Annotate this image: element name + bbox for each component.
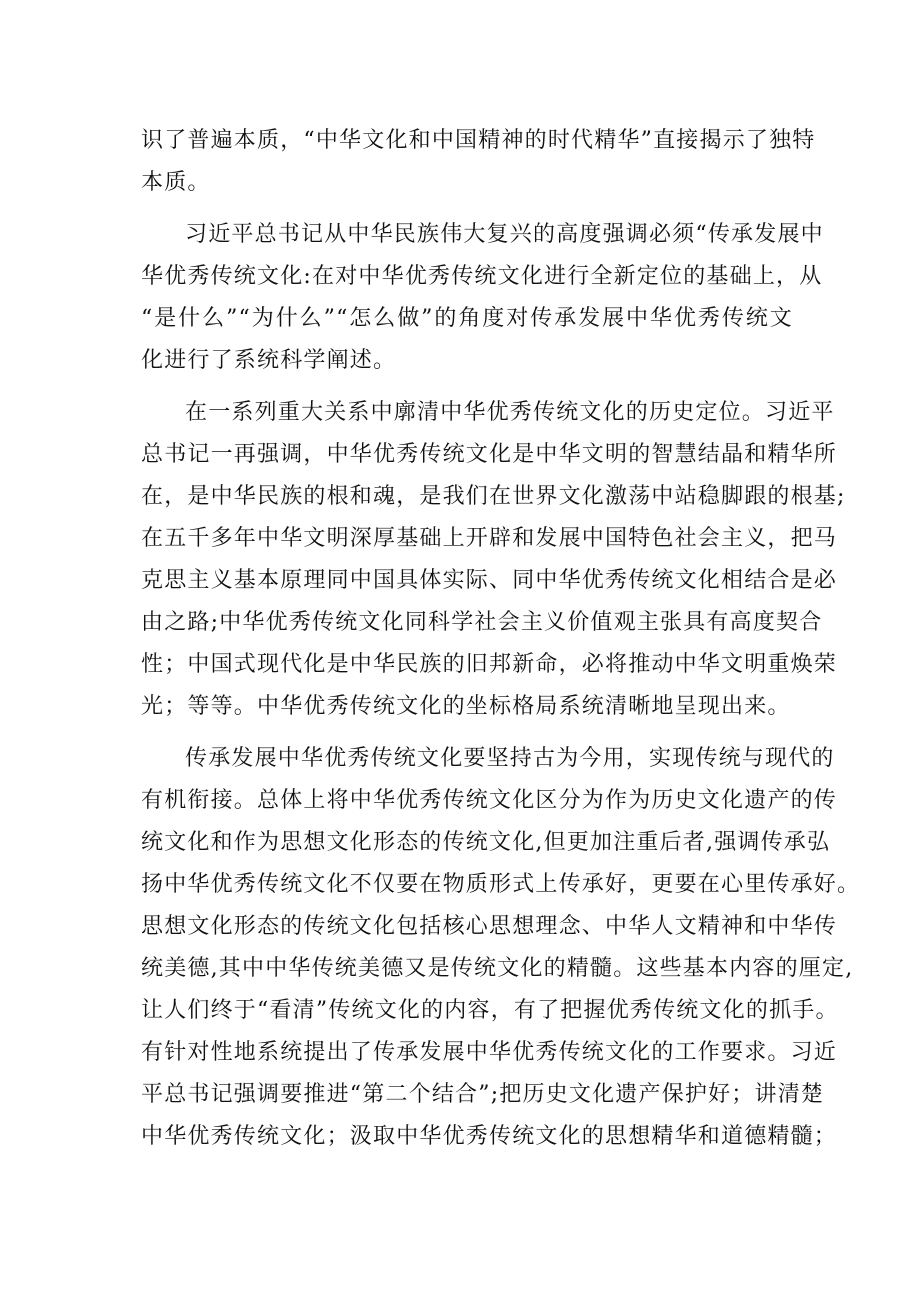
text-line: 思想文化形态的传统文化包括核心思想理念、中华人文精神和中华传	[141, 914, 838, 939]
text-line: 有针对性地系统提出了传承发展中华优秀传统文化的工作要求。习近	[141, 1040, 838, 1065]
document-body	[141, 120, 861, 1158]
paragraph	[141, 738, 861, 1158]
text-line: 传承发展中华优秀传统文化要坚持古为今用，实现传统与现代的	[185, 746, 835, 771]
text-line: 由之路;中华优秀传统文化同科学社会主义价值观主张具有高度契合	[141, 610, 823, 635]
text-line: 光；等等。中华优秀传统文化的坐标格局系统清晰地呈现出来。	[141, 694, 791, 719]
text-line: 平总书记强调要推进“第二个结合”;把历史文化遗产保护好；讲清楚	[141, 1082, 825, 1107]
paragraph	[141, 392, 846, 728]
text-line: 华优秀传统文化:在对中华优秀传统文化进行全新定位的基础上，从	[141, 264, 823, 289]
paragraph	[141, 214, 824, 382]
text-line: 统美德,其中中华传统美德又是传统文化的精髓。这些基本内容的厘定,	[141, 956, 854, 981]
paragraph	[141, 120, 816, 204]
text-line: 本质。	[141, 170, 211, 195]
text-line: 有机衔接。总体上将中华优秀传统文化区分为作为历史文化遗产的传	[141, 788, 838, 813]
text-line: 总书记一再强调，中华优秀传统文化是中华文明的智慧结晶和精华所	[141, 442, 838, 467]
text-line: 在，是中华民族的根和魂，是我们在世界文化激荡中站稳脚跟的根基;	[141, 484, 846, 509]
text-line: 中华优秀传统文化；汲取中华优秀传统文化的思想精华和道德精髓；	[141, 1124, 838, 1149]
text-line: 识了普遍本质，“中华文化和中国精神的时代精华”直接揭示了独特	[141, 128, 816, 153]
text-line: 性；中国式现代化是中华民族的旧邦新命，必将推动中华文明重焕荣	[141, 652, 838, 677]
text-line: 克思主义基本原理同中国具体实际、同中华优秀传统文化相结合是必	[141, 568, 838, 593]
text-line: “是什么”“为什么”“怎么做”的角度对传承发展中华优秀传统文	[141, 306, 793, 331]
text-line: 让人们终于“看清”传统文化的内容，有了把握优秀传统文化的抓手。	[141, 998, 839, 1023]
text-line: 化进行了系统科学阐述。	[141, 348, 397, 373]
text-line: 统文化和作为思想文化形态的传统文化,但更加注重后者,强调传承弘	[141, 830, 831, 855]
text-line: 扬中华优秀传统文化不仅要在物质形式上传承好，更要在心里传承好。	[141, 872, 861, 897]
text-line: 在五千多年中华文明深厚基础上开辟和发展中国特色社会主义，把马	[141, 526, 838, 551]
text-line: 习近平总书记从中华民族伟大复兴的高度强调必须“传承发展中	[185, 222, 824, 247]
text-line: 在一系列重大关系中廓清中华优秀传统文化的历史定位。习近平	[185, 400, 835, 425]
